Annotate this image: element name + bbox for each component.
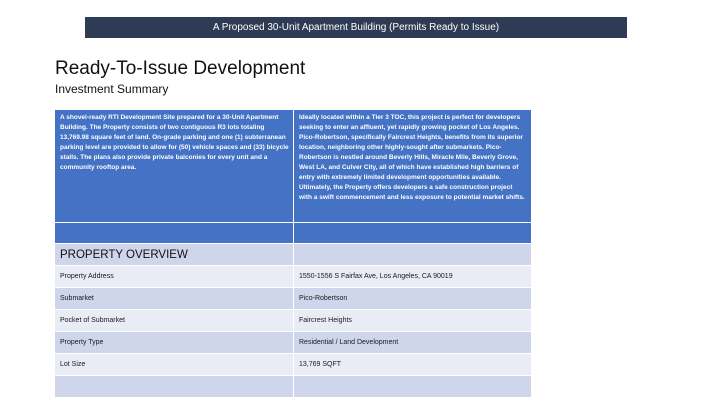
row-label: Submarket <box>55 288 294 310</box>
empty-cell-right <box>294 376 532 398</box>
blue-spacer-right <box>294 223 532 244</box>
top-banner <box>85 17 627 38</box>
table-row <box>55 332 532 354</box>
row-value: Faircrest Heights <box>294 310 532 332</box>
investment-summary-table <box>55 110 532 398</box>
table-row <box>55 288 532 310</box>
description-left: A shovel-ready RTI Development Site prepared for a 30-Unit Apartment Building. The Property consists of two contiguous R3 lots totaling 13,769.98 square feet of land. On-grade parking and one (1) subterranean parking level are provided to allow for (50) vehicle spaces and (33) bicycle stalls. The plans also provide private balconies for every unit and a community rooftop area. <box>55 110 294 223</box>
row-value: 13,769 SQFT <box>294 354 532 376</box>
row-label: Pocket of Submarket <box>55 310 294 332</box>
overview-heading-empty <box>294 244 532 266</box>
table-row <box>55 354 532 376</box>
row-value: 1550-1556 S Fairfax Ave, Los Angeles, CA 90019 <box>294 266 532 288</box>
banner-text: A Proposed 30-Unit Apartment Building (Permits Ready to Issue) <box>212 22 500 33</box>
row-label: Property Type <box>55 332 294 354</box>
empty-cell-left <box>55 376 294 398</box>
row-value: Pico-Robertson <box>294 288 532 310</box>
table-row <box>55 310 532 332</box>
row-value: Residential / Land Development <box>294 332 532 354</box>
overview-heading-row <box>55 244 532 266</box>
row-label: Lot Size <box>55 354 294 376</box>
page-title: Ready-To-Issue Development <box>55 58 306 79</box>
table-row-empty <box>55 376 532 398</box>
row-label: Property Address <box>55 266 294 288</box>
table-row <box>55 266 532 288</box>
page-subtitle: Investment Summary <box>55 82 169 96</box>
overview-heading: PROPERTY OVERVIEW <box>55 244 294 266</box>
description-right: Ideally located within a Tier 3 TOC, this project is perfect for developers seeking to enter an affluent, yet rapidly growing pocket of Los Angeles. Pico-Robertson, specifically Faircrest Heights, benefits from its superior location, neighboring other highly-sought after submarkets. Pico-Robertson is nestled around Beverly Hills, Miracle Mile, Beverly Grove, West LA, and Culver City, all of which have established high barriers of entry with extremely limited development opportunities available. Ultimately, the Property offers developers a safe construction project with a swift commencement and less exposure to potential market shifts. <box>294 110 532 223</box>
description-row <box>55 110 532 223</box>
blue-spacer-left <box>55 223 294 244</box>
blue-spacer-row <box>55 223 532 244</box>
